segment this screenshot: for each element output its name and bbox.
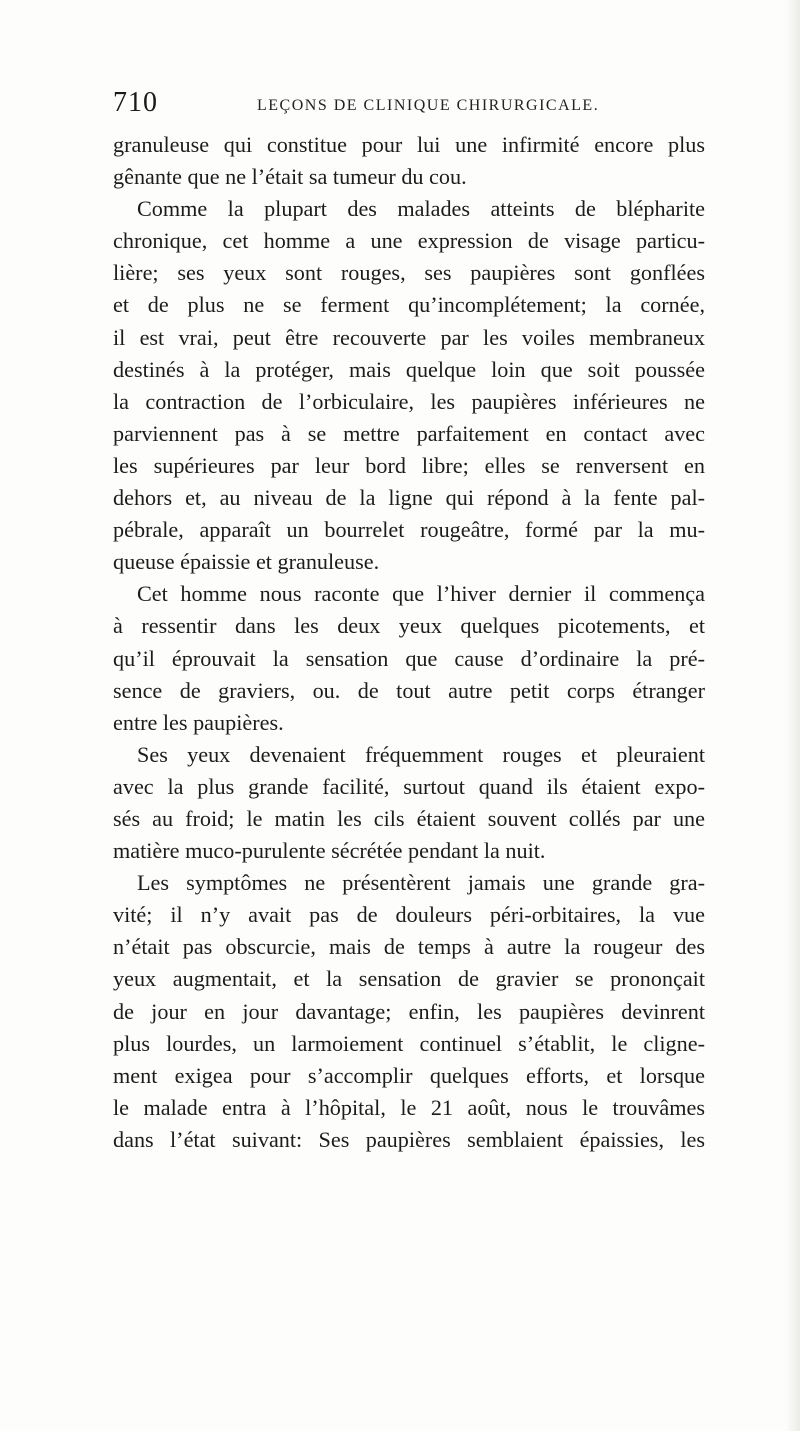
text-line: pébrale, apparaît un bourrelet rougeâtre, formé par la mu- [113, 517, 705, 543]
text-line: ment exigea pour s’accomplir quelques efforts, et lorsque [113, 1062, 705, 1088]
text-line: la contraction de l’orbiculaire, les paupières inférieures ne [113, 388, 705, 414]
text-line: parviennent pas à se mettre parfaitement en contact avec [113, 420, 705, 446]
page-number: 710 [113, 87, 158, 118]
text-line: destinés à la protéger, mais quelque loin que soit poussée [113, 356, 705, 382]
text-line: Cet homme nous raconte que l’hiver dernier il commença [137, 581, 705, 607]
text-line: entre les paupières. [113, 709, 284, 735]
text-line: vité; il n’y avait pas de douleurs péri-orbitaires, la vue [113, 902, 705, 928]
text-line: chronique, cet homme a une expression de visage particu- [113, 228, 705, 254]
page-edge-shadow [786, 0, 800, 1431]
text-line: sence de graviers, ou. de tout autre petit corps étranger [113, 677, 705, 703]
text-line: granuleuse qui constitue pour lui une infirmité encore plus [113, 132, 705, 157]
text-line: Les symptômes ne présentèrent jamais une grande gra- [137, 870, 705, 896]
text-line: lière; ses yeux sont rouges, ses paupières sont gonflées [113, 260, 705, 286]
text-line: les supérieures par leur bord libre; elles se renversent en [113, 452, 705, 478]
text-line: plus lourdes, un larmoiement continuel s’établit, le cligne- [113, 1030, 705, 1056]
text-line: gênante que ne l’était sa tumeur du cou. [113, 164, 467, 190]
text-line: il est vrai, peut être recouverte par les voiles membraneux [113, 324, 705, 350]
text-line: de jour en jour davantage; enfin, les paupières devinrent [113, 998, 705, 1024]
text-line: à ressentir dans les deux yeux quelques picotements, et [113, 613, 705, 639]
running-title: LEÇONS DE CLINIQUE CHIRURGICALE. [257, 97, 600, 114]
text-line: n’était pas obscurcie, mais de temps à autre la rougeur des [113, 934, 705, 960]
text-line: queuse épaissie et granuleuse. [113, 549, 380, 575]
page-header [113, 86, 713, 126]
text-line: avec la plus grande facilité, surtout quand ils étaient expo- [113, 773, 705, 799]
text-line: matière muco-purulente sécrétée pendant la nuit. [113, 838, 546, 864]
body-text [113, 129, 705, 1156]
text-line: et de plus ne se ferment qu’incomplétement; la cornée, [113, 292, 705, 318]
text-line: dans l’état suivant: Ses paupières semblaient épaissies, les [113, 1126, 705, 1152]
text-line: qu’il éprouvait la sensation que cause d’ordinaire la pré- [113, 645, 705, 671]
text-line: Ses yeux devenaient fréquemment rouges et pleuraient [137, 741, 705, 767]
text-line: sés au froid; le matin les cils étaient souvent collés par une [113, 805, 705, 831]
text-line: yeux augmentait, et la sensation de gravier se prononçait [113, 966, 705, 992]
text-line: dehors et, au niveau de la ligne qui répond à la fente pal- [113, 485, 705, 511]
text-line: le malade entra à l’hôpital, le 21 août, nous le trouvâmes [113, 1094, 705, 1120]
text-line: Comme la plupart des malades atteints de blépharite [137, 196, 705, 222]
